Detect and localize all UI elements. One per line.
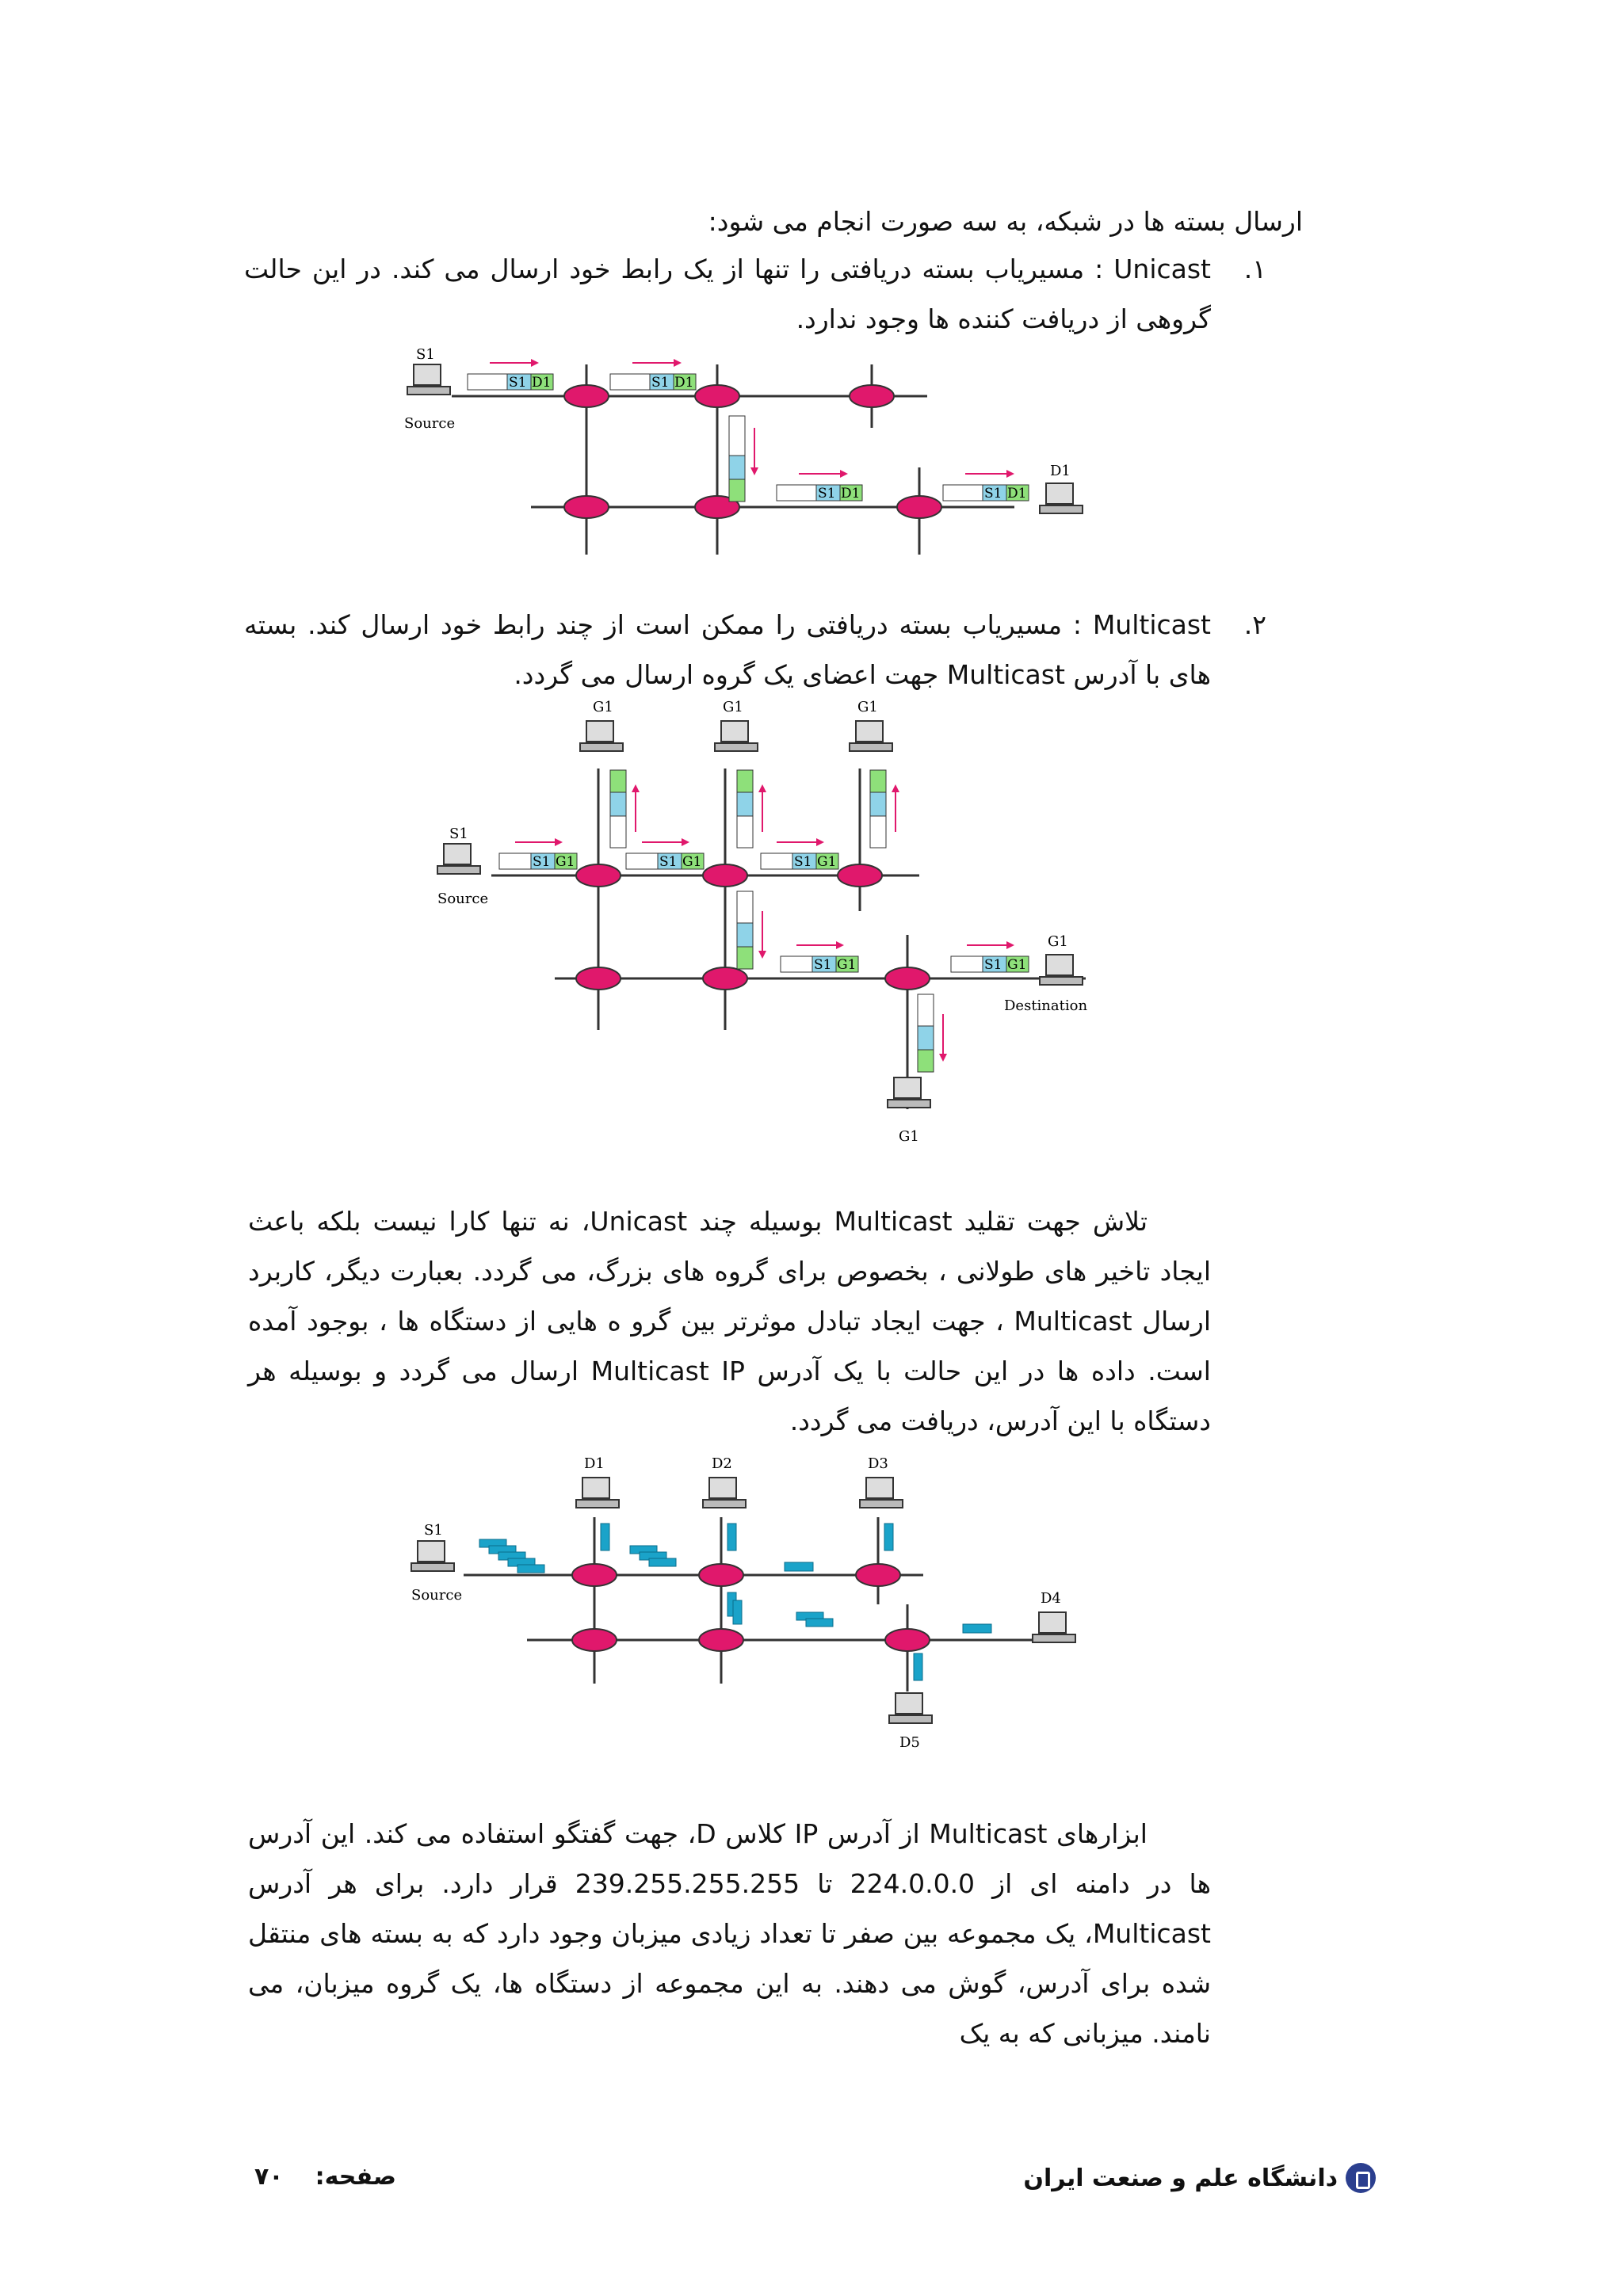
packet [737,891,766,969]
source-caption: Source [411,1587,463,1604]
packet [870,770,899,848]
packet [943,470,1029,502]
svg-text:D1: D1 [532,375,552,391]
packet [468,359,553,391]
packet [761,838,838,870]
svg-text:S1: S1 [984,957,1002,973]
item-text: : مسیریاب بسته دریافتی را ممکن است از چند رابط خود ارسال کند. بسته های با آدرس Multicast جهت اعضای یک گروه ارسال می گردد. [244,609,1211,690]
packet [610,359,696,391]
group-label: G1 [593,699,613,715]
footer-page [238,2163,396,2191]
group-label: G1 [723,699,743,715]
multicast-diagram [428,697,1141,1160]
svg-text:G1: G1 [837,957,857,973]
router-icons [564,385,941,518]
svg-text:G1: G1 [1007,957,1027,973]
source-label: S1 [416,346,435,363]
list-item-multicast [244,600,1266,700]
svg-text:S1: S1 [659,854,678,870]
source-caption: Source [437,891,489,907]
packet [737,770,766,848]
body-paragraph: ابزارهای Multicast از آدرس IP کلاس D، جهت گفتگو استفاده می کند. این آدرس ها در دامنه ای از 224.0.0.0 تا 239.255.255.255 قرار دارد. برای هر آدرس Multicast، یک مجموعه بین صفر تا تعداد زیادی میزبان وجود دارد که به بسته های منتقل شده برای آدرس، گوش می دهند. به این مجموعه از دستگاه ها، یک گروه میزبان، می نامند. میزبانی که به یک [248,1818,1211,2049]
svg-text:G1: G1 [682,854,702,870]
svg-text:G1: G1 [817,854,837,870]
source-label: S1 [424,1522,443,1539]
group-label: G1 [857,699,878,715]
list-item-unicast [244,244,1266,344]
footer-university [900,2163,1376,2193]
packet [951,941,1029,973]
svg-text:D1: D1 [674,375,694,391]
dest-label: D1 [1050,463,1071,479]
svg-text:S1: S1 [814,957,832,973]
group-computer-icon [580,721,1083,1108]
unicast-diagram [396,341,1109,566]
host-label-d1: D1 [584,1455,605,1472]
source-caption: Source [404,415,456,432]
packet [729,416,758,502]
destination-caption: Destination [1004,997,1088,1014]
host-label-d5: D5 [899,1734,920,1751]
svg-text:G1: G1 [556,854,575,870]
multicast-flow-diagram [400,1446,1113,1766]
host-computer-icon [411,1478,1075,1723]
packet [499,838,577,870]
host-label-d4: D4 [1041,1590,1061,1607]
item-text: : مسیریاب بسته دریافتی را تنها از یک رابط خود ارسال می کند. در این حالت گروهی از دریافت کننده ها وجود ندارد. [244,254,1211,334]
source-computer-icon [437,844,480,874]
packet [610,770,640,848]
item-number: ۱. [1243,254,1266,284]
intro-text: ارسال بسته ها در شبکه، به سه صورت انجام می شود: [708,206,1303,237]
body-paragraph: تلاش جهت تقلید Multicast بوسیله چند Unicast، نه تنها کارا نیست بلکه باعث ایجاد تاخیر های طولانی ، بخصوص برای گروه های بزرگ، می گردد. بعبارت دیگر، کاربرد ارسال Multicast ، جهت ایجاد تبادل موثرتر بین گرو ه هایی از دستگاه ها ، بوجود آمده است. داده ها در این حالت با یک آدرس Multicast IP ارسال می گردد و بوسیله هر دستگاه با این آدرس، دریافت می گردد. [248,1206,1211,1436]
data-flow-blocks [479,1524,991,1680]
destination-computer-icon [1040,483,1083,513]
item-term: Unicast [1113,254,1211,284]
svg-text:S1: S1 [794,854,812,870]
svg-text:S1: S1 [651,375,670,391]
host-label-d3: D3 [868,1455,888,1472]
packet [918,994,947,1072]
university-name: دانشگاه علم و صنعت ایران [1023,2164,1338,2192]
source-label: S1 [449,826,468,842]
group-label: G1 [899,1128,919,1145]
page-number: ۷۰ [254,2163,284,2191]
source-computer-icon [407,364,450,395]
packet [626,838,704,870]
packet [777,470,862,502]
host-label-d2: D2 [712,1455,732,1472]
university-logo-icon [1346,2163,1376,2193]
item-number: ۲. [1243,609,1266,640]
svg-text:S1: S1 [533,854,551,870]
svg-text:S1: S1 [818,486,836,502]
group-label: G1 [1048,933,1068,950]
svg-text:D1: D1 [841,486,861,502]
item-term: Multicast [1092,609,1211,640]
packet [781,941,858,973]
svg-text:S1: S1 [984,486,1002,502]
svg-text:D1: D1 [1007,486,1027,502]
svg-text:S1: S1 [509,375,527,391]
page-label: صفحه: [315,2163,396,2191]
